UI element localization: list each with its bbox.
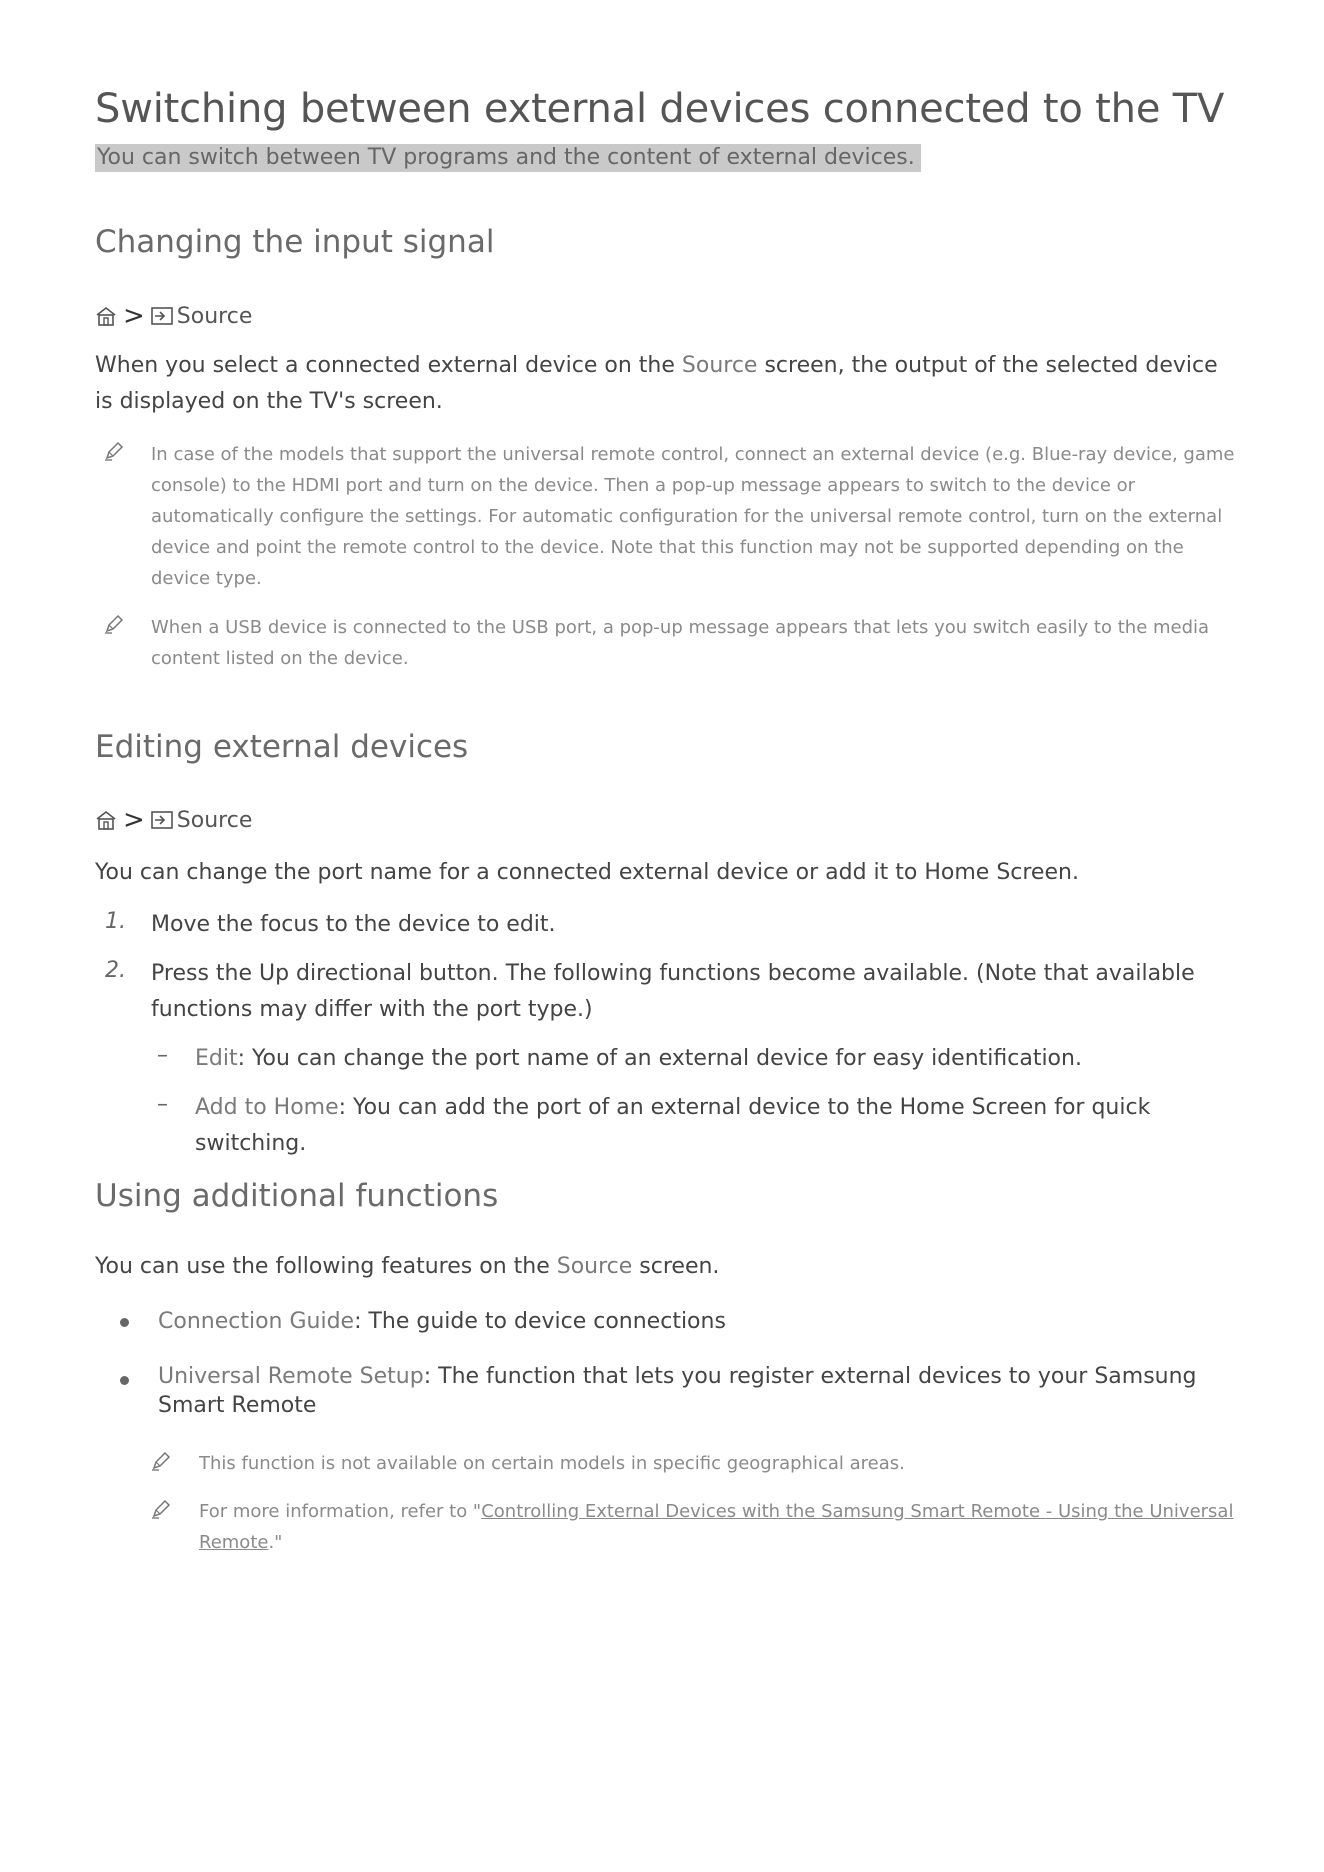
page-title: Switching between external devices connected to the TV	[95, 86, 1225, 132]
home-icon	[95, 809, 117, 831]
sub-item-dash: –	[157, 1043, 168, 1068]
pencil-note-icon	[103, 613, 125, 635]
step-number-1: 1.	[105, 909, 126, 934]
link-controlling-external-devices[interactable]: Controlling External Devices with the Samsung Smart Remote - Using the Universal Remote	[199, 1501, 1234, 1553]
pencil-note-icon	[150, 1498, 172, 1520]
source-term: Source	[556, 1254, 633, 1279]
note-usb-device: When a USB device is connected to the USB port, a pop-up message appears that lets you switch easily to the media content listed on the device.	[151, 617, 1210, 669]
paragraph-select-device: When you select a connected external device on the Source screen, the output of the selected device is displayed on the TV's screen.	[95, 353, 1218, 414]
step-1-text: Move the focus to the device to edit.	[151, 912, 556, 937]
bullet-connection-guide: Connection Guide: The guide to device connections	[158, 1309, 726, 1334]
bullet-universal-remote-setup: Universal Remote Setup: The function that lets you register external devices to your Samsung Smart Remote	[158, 1364, 1197, 1418]
sub-item-add-to-home: Add to Home: You can add the port of an external device to the Home Screen for quick switching.	[195, 1095, 1151, 1156]
sub-item-dash: –	[157, 1092, 168, 1117]
paragraph-change-port-name: You can change the port name for a connected external device or add it to Home Screen.	[95, 860, 1079, 885]
pencil-note-icon	[150, 1450, 172, 1472]
bullet-icon	[120, 1376, 129, 1385]
heading-editing-external-devices: Editing external devices	[95, 729, 469, 765]
sub-item-edit: Edit: You can change the port name of an external device for easy identification.	[195, 1046, 1082, 1071]
note-more-information: For more information, refer to "Controlling External Devices with the Samsung Smart Remote - Using the Universal Remote."	[199, 1501, 1234, 1553]
page-subtitle: You can switch between TV programs and the content of external devices.	[95, 144, 921, 172]
paragraph-source-features: You can use the following features on the Source screen.	[95, 1254, 720, 1279]
heading-using-additional-functions: Using additional functions	[95, 1178, 499, 1214]
pencil-note-icon	[103, 440, 125, 462]
source-icon	[150, 305, 174, 327]
menu-path-source-1[interactable]	[95, 302, 252, 330]
menu-path-label: Source	[176, 303, 253, 329]
add-to-home-term: Add to Home	[195, 1095, 339, 1120]
note-universal-remote: In case of the models that support the universal remote control, connect an external device (e.g. Blue-ray device, game console) to the HDMI port and turn on the device. Then a pop-up message appears to switch to the device or automatically configure the settings. For automatic configuration for the universal remote control, turn on the external device and point the remote control to the device. Note that this function may not be supported depending on the device type.	[151, 444, 1235, 589]
source-icon	[150, 809, 174, 831]
note-not-available: This function is not available on certain models in specific geographical areas.	[199, 1453, 905, 1474]
universal-remote-setup-term: Universal Remote Setup	[158, 1364, 424, 1389]
home-icon	[95, 305, 117, 327]
menu-path-source-2[interactable]	[95, 806, 252, 834]
heading-changing-input-signal: Changing the input signal	[95, 224, 495, 260]
menu-path-label: Source	[176, 807, 253, 833]
connection-guide-term: Connection Guide	[158, 1309, 355, 1334]
source-term: Source	[681, 353, 758, 378]
chevron-right-icon: >	[123, 301, 145, 331]
chevron-right-icon: >	[123, 805, 145, 835]
step-number-2: 2.	[105, 958, 126, 983]
bullet-icon	[120, 1318, 129, 1327]
step-2-text: Press the Up directional button. The following functions become available. (Note that available functions may differ with the port type.)	[151, 961, 1195, 1022]
edit-term: Edit	[195, 1046, 238, 1071]
